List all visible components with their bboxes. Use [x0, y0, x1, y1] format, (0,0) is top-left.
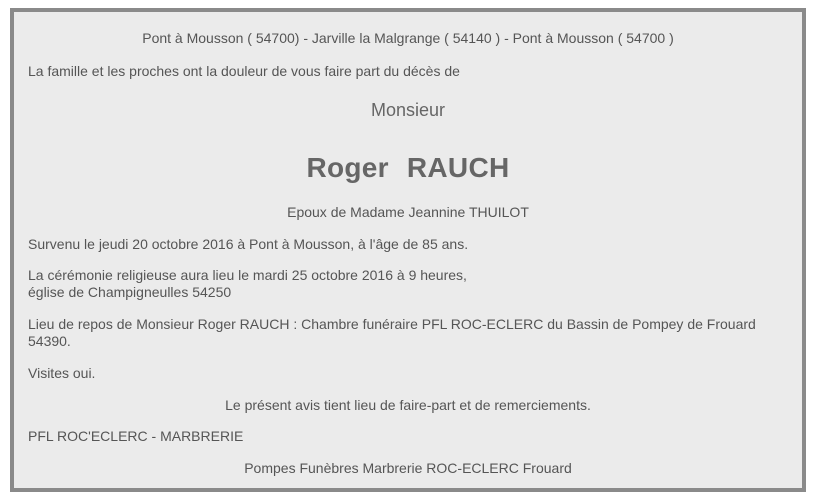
rest-place-line-1: Lieu de repos de Monsieur Roger RAUCH : Chambre funéraire PFL ROC-ECLERC du Bassin de Pompey de Frouard	[28, 316, 756, 332]
last-name: RAUCH	[406, 152, 510, 183]
ceremony-line-1: La cérémonie religieuse aura lieu le mardi 25 octobre 2016 à 9 heures,	[28, 267, 467, 283]
footer-line: Pompes Funèbres Marbrerie ROC-ECLERC Frouard	[244, 460, 572, 476]
intro-text: La famille et les proches ont la douleur de vous faire part du décès de	[28, 63, 460, 79]
header-locations: Pont à Mousson ( 54700) - Jarville la Malgrange ( 54140 ) - Pont à Mousson ( 54700 )	[142, 30, 674, 46]
ceremony-line-2: église de Champigneulles 54250	[28, 284, 232, 300]
rest-place-line-2: 54390.	[28, 333, 71, 349]
obituary-notice	[10, 8, 806, 492]
deceased-name	[28, 151, 788, 185]
remerciements-line: Le présent avis tient lieu de faire-part et de remerciements.	[225, 397, 591, 413]
first-name: Roger	[306, 152, 389, 183]
death-line: Survenu le jeudi 20 octobre 2016 à Pont à Mousson, à l'âge de 85 ans.	[28, 236, 469, 252]
honorific: Monsieur	[370, 100, 446, 120]
company-line: PFL ROC'ECLERC - MARBRERIE	[28, 428, 244, 444]
visits-line: Visites oui.	[28, 365, 96, 381]
spouse-line: Epoux de Madame Jeannine THUILOT	[287, 204, 529, 220]
